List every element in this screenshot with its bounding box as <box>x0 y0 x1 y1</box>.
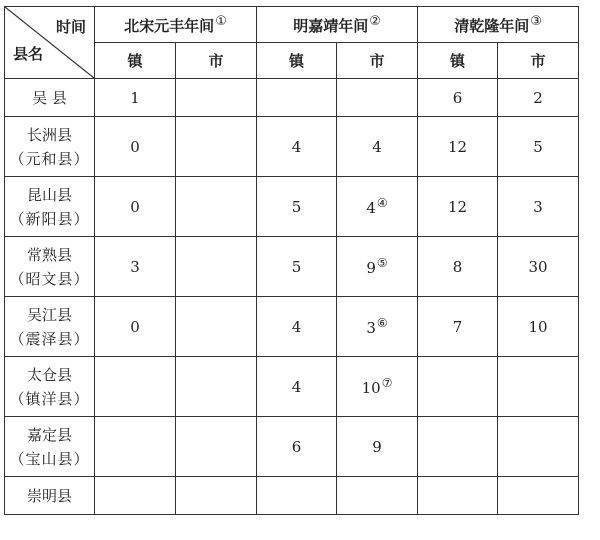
count-value: 5 <box>291 197 302 216</box>
market-count-cell <box>337 177 418 237</box>
market-count-cell <box>176 117 257 177</box>
table-row <box>5 357 579 417</box>
town-count-cell <box>95 79 176 117</box>
count-value: 9 <box>366 258 376 277</box>
footnote-marker: ③ <box>530 13 542 29</box>
count-value: 12 <box>447 137 468 156</box>
town-count-cell <box>95 477 176 515</box>
county-name-cell <box>5 237 95 297</box>
count-value: 4 <box>372 137 382 156</box>
town-count-cell <box>95 297 176 357</box>
county-name: 吴江县 <box>26 305 72 324</box>
market-count-cell <box>337 477 418 515</box>
town-count-cell <box>257 237 337 297</box>
subheader-market: 市 <box>498 43 579 79</box>
count-value: 0 <box>130 197 140 216</box>
market-count-cell <box>337 79 418 117</box>
county-town-market-table <box>4 6 579 515</box>
corner-header <box>5 7 95 79</box>
table-row <box>5 417 579 477</box>
count-value: 3 <box>533 197 543 216</box>
county-alias: （宝山县） <box>9 449 90 468</box>
town-count-cell <box>418 297 498 357</box>
count-value: 1 <box>130 88 140 107</box>
count-value: 10 <box>361 378 381 397</box>
market-count-cell <box>498 417 579 477</box>
county-name: 嘉定县 <box>26 425 72 444</box>
market-count-cell <box>337 297 418 357</box>
subheader-town: 镇 <box>418 43 498 79</box>
period-header-qing <box>418 7 579 43</box>
county-name: 昆山县 <box>26 185 72 204</box>
table-row <box>5 297 579 357</box>
county-name-cell <box>5 117 95 177</box>
count-value: 4 <box>291 317 302 336</box>
corner-label-time: 时间 <box>55 18 86 36</box>
county-name: 太仓县 <box>26 365 72 384</box>
county-name-cell <box>5 477 95 515</box>
county-alias: （震泽县） <box>9 329 90 348</box>
count-value: 8 <box>452 257 463 276</box>
period-label: 清乾隆年间 <box>454 16 530 35</box>
town-count-cell <box>95 177 176 237</box>
footnote-marker: ② <box>369 13 381 29</box>
market-count-cell <box>176 477 257 515</box>
town-count-cell <box>257 297 337 357</box>
footnote-marker: ⑤ <box>376 255 388 270</box>
town-count-cell <box>257 79 337 117</box>
town-count-cell <box>95 357 176 417</box>
footnote-marker: ④ <box>376 195 388 210</box>
county-name: 崇明县 <box>26 486 72 505</box>
market-count-cell <box>337 357 418 417</box>
town-count-cell <box>257 357 337 417</box>
market-count-cell <box>498 117 579 177</box>
market-count-cell <box>498 79 579 117</box>
market-count-cell <box>176 417 257 477</box>
town-count-cell <box>257 417 337 477</box>
count-value: 5 <box>533 137 543 156</box>
count-value: 12 <box>447 197 468 216</box>
count-value: 0 <box>130 137 140 156</box>
market-count-cell <box>337 237 418 297</box>
count-value: 4 <box>291 137 302 156</box>
county-name: 吴 县 <box>32 88 67 107</box>
town-count-cell <box>418 117 498 177</box>
count-value: 4 <box>366 198 376 217</box>
town-count-cell <box>418 477 498 515</box>
county-name: 长洲县 <box>26 125 72 144</box>
count-value: 3 <box>366 318 376 337</box>
town-count-cell <box>418 79 498 117</box>
footnote-marker: ⑦ <box>381 375 393 390</box>
period-label: 明嘉靖年间 <box>293 16 369 35</box>
market-count-cell <box>176 297 257 357</box>
town-count-cell <box>418 237 498 297</box>
count-value: 2 <box>533 88 543 107</box>
header-row-periods <box>5 7 579 43</box>
county-name-cell <box>5 297 95 357</box>
market-count-cell <box>176 79 257 117</box>
table-row <box>5 117 579 177</box>
count-value: 0 <box>130 317 140 336</box>
town-count-cell <box>95 117 176 177</box>
town-count-cell <box>418 357 498 417</box>
county-name-cell <box>5 79 95 117</box>
market-count-cell <box>498 237 579 297</box>
county-alias: （新阳县） <box>9 209 90 228</box>
town-count-cell <box>418 417 498 477</box>
town-count-cell <box>95 237 176 297</box>
market-count-cell <box>337 117 418 177</box>
market-count-cell <box>176 237 257 297</box>
count-value: 9 <box>372 437 382 456</box>
count-value: 6 <box>291 437 302 456</box>
market-count-cell <box>498 297 579 357</box>
corner-label-county: 县名 <box>13 45 44 63</box>
period-header-song <box>95 7 257 43</box>
count-value: 10 <box>528 317 548 336</box>
subheader-market: 市 <box>337 43 418 79</box>
table-row <box>5 177 579 237</box>
period-header-ming <box>257 7 418 43</box>
footnote-marker: ⑥ <box>376 315 388 330</box>
subheader-market: 市 <box>176 43 257 79</box>
county-alias: （昭文县） <box>9 269 90 288</box>
market-count-cell <box>176 357 257 417</box>
county-name: 常熟县 <box>26 245 72 264</box>
market-count-cell <box>337 417 418 477</box>
count-value: 4 <box>291 377 302 396</box>
count-value: 3 <box>130 257 140 276</box>
county-name-cell <box>5 357 95 417</box>
table-row <box>5 477 579 515</box>
market-count-cell <box>498 477 579 515</box>
table-body <box>5 79 579 515</box>
count-value: 6 <box>452 88 463 107</box>
period-label: 北宋元丰年间 <box>124 16 215 35</box>
count-value: 30 <box>528 257 548 276</box>
table-row <box>5 79 579 117</box>
table-row <box>5 237 579 297</box>
count-value: 5 <box>291 257 302 276</box>
county-name-cell <box>5 177 95 237</box>
footnote-marker: ① <box>215 13 227 29</box>
town-count-cell <box>257 477 337 515</box>
count-value: 7 <box>452 317 463 336</box>
town-count-cell <box>418 177 498 237</box>
market-count-cell <box>176 177 257 237</box>
county-alias: （镇洋县） <box>9 389 90 408</box>
subheader-town: 镇 <box>95 43 176 79</box>
market-count-cell <box>498 357 579 417</box>
town-count-cell <box>257 177 337 237</box>
county-alias: （元和县） <box>9 149 90 168</box>
town-count-cell <box>95 417 176 477</box>
market-count-cell <box>498 177 579 237</box>
county-name-cell <box>5 417 95 477</box>
subheader-town: 镇 <box>257 43 337 79</box>
town-count-cell <box>257 117 337 177</box>
